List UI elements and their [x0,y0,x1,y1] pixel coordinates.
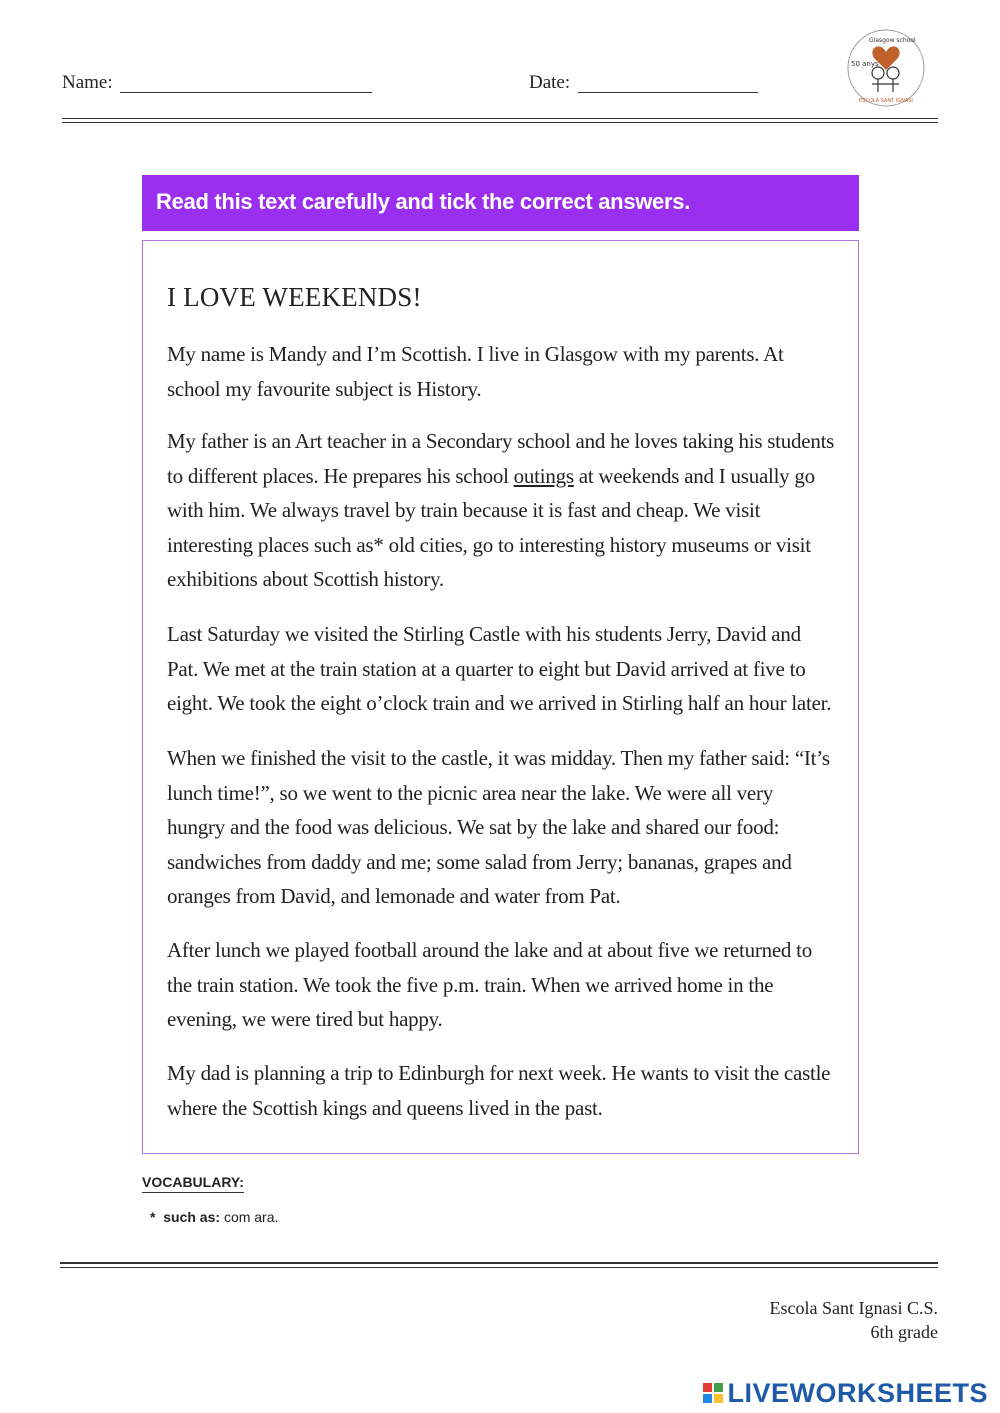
vocabulary-title: VOCABULARY: [142,1174,244,1193]
header [62,70,938,100]
liveworksheets-blocks-icon [703,1383,723,1403]
vocabulary-term: such as: [163,1209,221,1225]
paragraph-2-part-2: at weekends and I usually go with him. We always travel by train because it is fast and cheap. We visit interesting places such as* old cities, go to interesting history museums or visit exhibitions about Scottish history. [167,463,815,591]
paragraph-2-part-1: My father is an Art teacher in a Secondary school and he loves taking his students to different places. He prepares his school [167,429,835,488]
logo-top-text: Glasgow school [869,37,916,44]
liveworksheets-logo[interactable] [703,1378,988,1408]
paragraph-3: Last Saturday we visited the Stirling Castle with his students Jerry, David and Pat. We met at the train station at a quarter to eight but David arrived at five to eight. We took the eight o’clock train and we arrived in Stirling half an hour later. [167,622,832,715]
paragraph-2 [167,424,835,597]
liveworksheets-wordmark: LIVEWORKSHEETS [727,1377,988,1408]
vocabulary-item [150,1209,278,1225]
instruction-banner: Read this text carefully and tick the correct answers. [142,175,859,231]
name-label: Name: [62,72,113,93]
paragraph-6: My dad is planning a trip to Edinburgh for next week. He wants to visit the castle where the Scottish kings and queens lived in the past. [167,1061,831,1120]
logo-ring-text: ESCOLA SANT IGNASI [859,98,913,104]
date-field[interactable] [578,92,758,93]
underlined-word-outings: outings [513,463,574,488]
header-divider [62,122,938,123]
footer-divider [60,1267,938,1268]
footer-divider [60,1262,938,1264]
header-divider [62,118,938,119]
school-logo [845,28,927,108]
paragraph-1: My name is Mandy and I’m Scottish. I live in Glasgow with my parents. At school my favourite subject is History. [167,342,784,401]
grade-label: 6th grade [870,1322,938,1342]
name-field[interactable] [120,92,372,93]
article-title: I LOVE WEEKENDS! [167,282,422,312]
vocabulary-definition: com ara. [223,1209,279,1225]
logo-badge: 50 anys [851,60,879,68]
footer [770,1296,939,1344]
school-name: Escola Sant Ignasi C.S. [769,1298,938,1318]
date-label: Date: [529,72,571,93]
vocabulary-marker: * [150,1209,156,1225]
paragraph-5: After lunch we played football around the lake and at about five we returned to the train station. We took the five p.m. train. When we arrived home in the evening, we were tired but happy. [167,938,813,1031]
paragraph-4: When we finished the visit to the castle, it was midday. Then my father said: “It’s lunch time!”, so we went to the picnic area near the lake. We were all very hungry and the food was delicious. We sat by the lake and shared our food: sandwiches from daddy and me; some salad from Jerry; bananas, grapes and oranges from David, and lemonade and water from Pat. [167,746,830,908]
